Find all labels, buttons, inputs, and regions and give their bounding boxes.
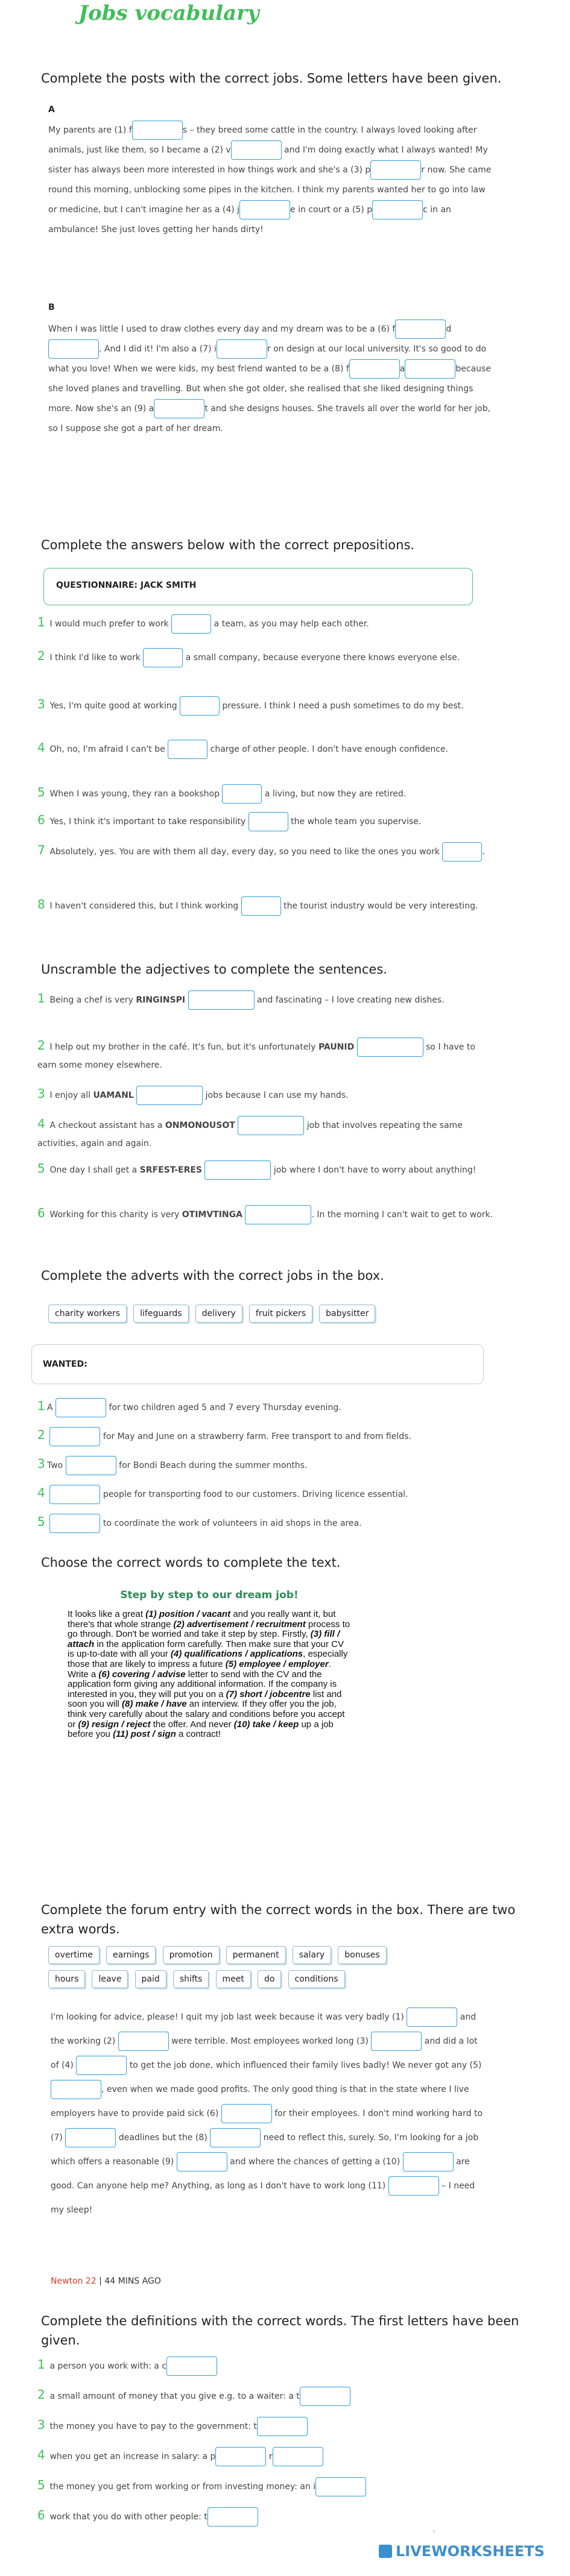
forum-entry <box>51 2005 485 2222</box>
word-tag[interactable]: hours <box>48 1970 85 1988</box>
decorative-dot <box>433 2530 435 2533</box>
item-text-a: the money you have to pay to the government: t <box>49 2422 257 2431</box>
s3-item-2 <box>37 1037 496 1074</box>
forum-t7: for their employees. I don't mind working hard to (7) <box>51 2109 483 2143</box>
s3-item-3 <box>37 1085 496 1105</box>
text-box <box>68 1589 351 1740</box>
answer-blank[interactable] <box>207 2507 258 2527</box>
item-text-a: Being a chef is very <box>49 995 133 1005</box>
text-fragment: process to go through. Don't be worried and take it step by step. Firstly, <box>68 1619 350 1640</box>
forum-t10: and where the chances of getting a (10) <box>230 2157 401 2167</box>
answer-blank[interactable] <box>273 2447 323 2466</box>
answer-blank[interactable] <box>66 1456 116 1475</box>
item-text-a: Absolutely, yes. You are with them all day, every day, so you need to like the ones you work <box>49 847 440 857</box>
s1-b-t5: a <box>399 364 405 374</box>
word-tag[interactable]: leave <box>92 1970 128 1988</box>
answer-blank[interactable] <box>300 2387 350 2406</box>
item-text-b: for two children aged 5 and 7 every Thursday evening. <box>109 1403 341 1412</box>
text-heading: Step by step to our dream job! <box>120 1589 299 1601</box>
s1-a-t5: e in court or a (5) p <box>290 205 373 215</box>
answer-blank[interactable] <box>357 1038 423 1057</box>
answer-6b[interactable] <box>48 339 99 359</box>
s1-a-head: A <box>48 105 55 115</box>
word-tag[interactable]: lifeguards <box>133 1305 188 1323</box>
s2-item-7 <box>37 838 496 864</box>
s1-b-t7: t and she designs houses. She travels all over the world for her job, so I suppose she got a part of her dream. <box>48 404 491 433</box>
word-tag[interactable]: do <box>258 1970 281 1988</box>
item-text-a: Oh, no, I'm afraid I can't be <box>49 745 165 754</box>
item-number: 8 <box>37 897 45 912</box>
s2-item-4 <box>37 739 496 759</box>
item-text-b: . In the morning I can't wait to get to work. <box>311 1210 493 1220</box>
text-fragment: , especially those that are likely to impress a future <box>68 1649 348 1669</box>
answer-blank[interactable] <box>222 784 262 804</box>
s2-item-6 <box>37 811 496 831</box>
answer-blank[interactable] <box>166 2357 217 2376</box>
s7-item-5 <box>37 2477 496 2496</box>
scrambled-word: ONMONOUSOT <box>165 1121 235 1130</box>
word-tag[interactable]: charity workers <box>48 1305 127 1323</box>
post-meta: Newton 22 | 44 MINS AGO <box>51 2276 161 2286</box>
item-text-a: I would much prefer to work <box>49 619 169 629</box>
s7-instruction: Complete the definitions with the correct words. The first letters have been given. <box>41 2314 519 2348</box>
questionnaire-box <box>43 568 473 605</box>
forum-t3: were terrible. Most employees worked long (3) <box>171 2036 369 2046</box>
item-text-b: for Bondi Beach during the summer months. <box>119 1461 308 1470</box>
answer-blank[interactable] <box>188 990 255 1010</box>
answer-blank[interactable] <box>210 2128 261 2147</box>
s2-item-3 <box>37 696 496 716</box>
item-text-a: Two <box>47 1461 63 1470</box>
s7-item-1 <box>37 2356 496 2376</box>
item-text-a: Yes, I'm quite good at working <box>49 701 177 711</box>
text-fragment: an interview. If they offer you the job, think very carefully about the salary and conditions before you accept or <box>68 1699 345 1730</box>
item-text-b: the tourist industry would be very interesting. <box>283 901 478 911</box>
s1-b-text <box>48 320 495 506</box>
answer-blank[interactable] <box>49 1485 100 1504</box>
item-text-a: One day I shall get a <box>49 1165 138 1175</box>
s1-b-t3: . And I did it! I'm also a (7) i <box>99 344 217 354</box>
word-tag[interactable]: salary <box>293 1946 331 1964</box>
item-number: 3 <box>37 697 45 711</box>
answer-1[interactable] <box>132 121 183 140</box>
word-tag[interactable]: conditions <box>288 1970 345 1988</box>
s7-item-3 <box>37 2416 496 2436</box>
wanted-box <box>31 1344 484 1384</box>
choice-option[interactable]: (9) resign / reject <box>78 1719 151 1730</box>
item-text-a: work that you do with other people: t <box>49 2512 207 2522</box>
item-number: 3 <box>37 2417 45 2432</box>
item-text-b: a small company, because everyone there knows everyone else. <box>185 653 460 663</box>
item-text-a: I think I'd like to work <box>49 653 141 663</box>
word-tag[interactable]: meet <box>216 1970 251 1988</box>
item-text-b: a team, as you may help each other. <box>214 619 369 629</box>
answer-7[interactable] <box>217 339 267 359</box>
answer-8a[interactable] <box>349 359 400 379</box>
item-text-a: the money you get from working or from investing money: an i <box>49 2482 316 2492</box>
answer-blank[interactable] <box>118 2032 169 2051</box>
answer-blank[interactable] <box>76 2056 127 2075</box>
item-text-b: to coordinate the work of volunteers in aid shops in the area. <box>103 1519 362 1528</box>
answer-2[interactable] <box>231 140 282 160</box>
s1-b-head: B <box>48 303 55 312</box>
item-number: 1 <box>37 2357 45 2372</box>
item-text-a: a person you work with: a c <box>49 2361 167 2371</box>
item-number: 5 <box>37 785 45 799</box>
answer-3[interactable] <box>370 160 421 180</box>
item-text-b: and fascinating – I love creating new dishes. <box>256 995 445 1005</box>
forum-t12: – I need my sleep! <box>51 2181 475 2215</box>
answer-blank[interactable] <box>168 740 207 759</box>
answer-blank[interactable] <box>136 1086 203 1105</box>
answer-blank[interactable] <box>238 1116 304 1135</box>
wanted-title: WANTED: <box>43 1359 87 1369</box>
forum-t4: and did a lot of (4) <box>51 2036 478 2070</box>
s7-item-4 <box>37 2446 496 2466</box>
item-text-b: a living, but now they are retired. <box>264 789 407 799</box>
text-fragment: list and soon you will <box>68 1689 342 1710</box>
item-number: 4 <box>37 2448 45 2462</box>
s1-b-t6: because she loved planes and travelling. But when she got older, she realised that she liked designing things more. Now she's an (9) a <box>48 364 491 414</box>
item-text-b: the whole team you supervise. <box>291 817 422 827</box>
footer-logo[interactable] <box>379 2543 545 2560</box>
scrambled-word: PAUNID <box>318 1042 355 1052</box>
item-number: 2 <box>37 649 45 663</box>
s1-a-t6: c in an ambulance! She just loves getting her hands dirty! <box>48 205 451 235</box>
text-fragment: . Write a <box>68 1658 331 1680</box>
item-text-a: When I was young, they ran a bookshop <box>49 789 220 799</box>
s3-item-4 <box>37 1115 496 1152</box>
choice-option[interactable]: (10) take / keep <box>233 1719 299 1730</box>
word-tag[interactable]: paid <box>135 1970 166 1988</box>
s4-instruction: Complete the adverts with the correct jobs in the box. <box>41 1268 384 1283</box>
forum-t6: , even when we made good profits. The only good thing is that in the state where I live employers have to provide paid sick (6) <box>51 2085 469 2118</box>
s5-instruction: Choose the correct words to complete the text. <box>41 1555 341 1570</box>
s1-b-t1: When I was little I used to draw clothes every day and my dream was to be a (6) f <box>48 324 396 334</box>
item-text-a: Working for this charity is very <box>49 1210 180 1220</box>
forum-t5: to get the job done, which influenced their family lives badly! We never got any (5) <box>129 2061 482 2070</box>
forum-t8: deadlines but the (8) <box>118 2133 207 2143</box>
text-fragment: It looks like a great <box>68 1609 146 1619</box>
item-text-b: people for transporting food to our customers. Driving licence essential. <box>103 1490 408 1499</box>
choice-option[interactable]: (8) make / have <box>122 1699 187 1710</box>
answer-4[interactable] <box>239 200 290 219</box>
choice-option[interactable]: (11) post / sign <box>113 1729 176 1740</box>
item-number: 4 <box>37 740 45 755</box>
word-tag[interactable]: earnings <box>106 1946 156 1964</box>
item-number: 4 <box>37 1116 45 1131</box>
word-tag[interactable]: promotion <box>163 1946 220 1964</box>
answer-blank[interactable] <box>55 1398 106 1417</box>
item-number: 2 <box>37 1428 45 1442</box>
s4-item-3 <box>37 1455 496 1475</box>
text-fragment: up a job before you <box>68 1719 334 1740</box>
s3-item-5 <box>37 1160 496 1180</box>
word-tag[interactable]: permanent <box>226 1946 286 1964</box>
item-text-b: job that involves repeating the same activities, again and again. <box>37 1121 463 1148</box>
s1-a-t1: My parents are (1) f <box>48 125 132 135</box>
footer-text: LIVEWORKSHEETS <box>396 2543 545 2560</box>
choice-option[interactable]: (4) qualifications / applications <box>170 1649 303 1660</box>
answer-blank[interactable] <box>371 2032 422 2051</box>
s2-item-1 <box>37 614 496 634</box>
item-text-a: Yes, I think it's important to take responsibility <box>49 817 246 827</box>
answer-blank[interactable] <box>257 2417 308 2436</box>
answer-blank[interactable] <box>49 1514 100 1533</box>
item-number: 7 <box>37 843 45 857</box>
s2-instruction: Complete the answers below with the correct prepositions. <box>41 538 415 552</box>
item-number: 4 <box>37 1485 45 1500</box>
s4-item-1 <box>37 1397 496 1417</box>
answer-blank[interactable] <box>403 2152 454 2171</box>
text-fragment: in the application form carefully. Then make sure that your CV is up-to-date with all your <box>68 1639 344 1660</box>
forum-t2: and the working (2) <box>51 2012 477 2046</box>
item-number: 6 <box>37 813 45 827</box>
logo-icon <box>379 2545 392 2558</box>
item-number: 5 <box>37 2478 45 2492</box>
scrambled-word: RINGINSPI <box>136 995 186 1005</box>
text-fragment: a contract! <box>176 1729 221 1740</box>
answer-blank[interactable] <box>51 2080 101 2099</box>
s2-item-2 <box>37 647 496 667</box>
answer-blank[interactable] <box>315 2477 366 2496</box>
answer-blank[interactable] <box>215 2447 266 2466</box>
s7-item-6 <box>37 2507 496 2527</box>
item-text-a: A <box>47 1403 53 1412</box>
s2-item-8 <box>37 892 496 918</box>
text-fragment: letter to send with the CV and the application form giving any additional information. If the company is interested in you, they will put you on a <box>68 1669 337 1699</box>
item-number: 2 <box>37 2387 45 2402</box>
choice-option[interactable]: (2) advertisement / recruitment <box>173 1619 306 1630</box>
answer-blank[interactable] <box>442 842 485 861</box>
item-text-a: a small amount of money that you give e.g. to a waiter: a t <box>49 2392 300 2401</box>
item-number: 3 <box>37 1086 45 1101</box>
item-number: 1 <box>37 991 45 1006</box>
s7-item-2 <box>37 2386 496 2406</box>
item-text-b: for May and June on a strawberry farm. Free transport to and from fields. <box>103 1432 411 1441</box>
answer-blank[interactable] <box>180 696 220 716</box>
answer-5[interactable] <box>372 200 423 219</box>
item-text-b: . <box>482 847 485 857</box>
item-number: 1 <box>37 1399 45 1413</box>
answer-blank[interactable] <box>143 648 183 667</box>
answer-blank[interactable] <box>177 2152 227 2171</box>
s1-a-text <box>48 121 495 295</box>
answer-blank[interactable] <box>65 2128 116 2147</box>
scrambled-word: SRFEST-ERES <box>139 1165 203 1175</box>
s3-item-1 <box>37 990 496 1010</box>
item-number: 6 <box>37 1206 45 1220</box>
word-tag[interactable]: delivery <box>195 1305 242 1323</box>
s1-instruction: Complete the posts with the correct jobs. Some letters have been given. <box>41 71 502 86</box>
answer-blank[interactable] <box>249 812 288 831</box>
s1-b-t2: d <box>446 324 452 334</box>
s6-instruction: Complete the forum entry with the correct words in the box. There are two extra words. <box>41 1903 516 1936</box>
answer-blank[interactable] <box>241 896 281 916</box>
s4-item-5 <box>37 1513 496 1533</box>
item-text-b: job where I don't have to worry about anything! <box>273 1165 477 1175</box>
s4-item-4 <box>37 1484 496 1504</box>
item-text-b: so I have to earn some money elsewhere. <box>37 1042 475 1070</box>
item-number: 6 <box>37 2508 45 2522</box>
item-text-b: charge of other people. I don't have enough confidence. <box>210 745 449 754</box>
text-fragment: the offer. And never <box>150 1719 234 1730</box>
word-tag[interactable]: bonuses <box>338 1946 386 1964</box>
s1-a-t3: and I'm doing exactly what I always wanted! My sister has always been more interested in how things work and she's a (3) p <box>48 145 488 175</box>
forum-t1: I'm looking for advice, please! I quit my job last week because it was very badly (1) <box>51 2012 404 2022</box>
choice-option[interactable]: (6) covering / advise <box>98 1669 186 1680</box>
choice-option[interactable]: (1) position / vacant <box>145 1609 231 1619</box>
text-fragment: and you really want it, but there's that whole strange <box>68 1609 336 1630</box>
word-box-1 <box>48 1946 390 1964</box>
answer-blank[interactable] <box>171 614 211 634</box>
item-text-a: when you get an increase in salary: a p <box>49 2452 216 2461</box>
item-text-mid: r <box>268 2452 273 2461</box>
choice-option[interactable]: (5) employee / employer <box>225 1658 329 1669</box>
item-text-b: pressure. I think I need a push sometimes to do my best. <box>222 701 464 711</box>
s1-a-t4: r now. She came round this morning, unblocking some pipes in the kitchen. I think my parents wanted her to go into law or medicine, but I can't imagine her as a (4) j <box>48 165 492 215</box>
item-text-a: I enjoy all <box>49 1091 91 1100</box>
choice-text <box>68 1610 351 1740</box>
word-tag[interactable]: babysitter <box>319 1305 375 1323</box>
word-tag[interactable]: shifts <box>173 1970 209 1988</box>
forum-t9: need to reflect this, surely. So, I'm looking for a job which offers a reasonable (9) <box>51 2133 479 2167</box>
post-author: Newton 22 <box>51 2276 97 2286</box>
s1-b-t4: r on design at our local university. It's so good to do what you love! When we were kids, my best friend wanted to be a (8) f <box>48 344 487 374</box>
answer-blank[interactable] <box>388 2176 439 2196</box>
page-title: Jobs vocabulary <box>78 1 259 25</box>
answer-8b[interactable] <box>405 359 455 379</box>
word-box <box>48 1305 379 1323</box>
item-number: 2 <box>37 1038 45 1053</box>
s4-item-2 <box>37 1426 496 1446</box>
word-box-2 <box>48 1970 349 1988</box>
choice-option[interactable]: (7) short / jobcentre <box>226 1689 311 1699</box>
item-text-a: I help out my brother in the café. It's fun, but it's unfortunately <box>49 1042 316 1052</box>
answer-blank[interactable] <box>221 2104 272 2123</box>
item-number: 5 <box>37 1161 45 1176</box>
scrambled-word: OTIMVTINGA <box>182 1210 242 1220</box>
scrambled-word: UAMANL <box>93 1091 134 1100</box>
word-tag[interactable]: overtime <box>48 1946 100 1964</box>
s3-instruction: Unscramble the adjectives to complete the sentences. <box>41 962 387 977</box>
word-tag[interactable]: fruit pickers <box>249 1305 312 1323</box>
item-number: 5 <box>37 1514 45 1529</box>
item-text-a: I haven't considered this, but I think working <box>49 901 239 911</box>
choice-option[interactable]: (3) fill / attach <box>68 1629 340 1649</box>
answer-6a[interactable] <box>395 320 446 339</box>
answer-9[interactable] <box>154 399 204 418</box>
item-number: 1 <box>37 615 45 629</box>
forum-t11: are good. Can anyone help me? Anything, as long as I don't have to work long (11) <box>51 2157 470 2191</box>
answer-blank[interactable] <box>49 1427 100 1446</box>
answer-blank[interactable] <box>245 1205 311 1224</box>
s2-item-5 <box>37 784 496 804</box>
s1-a-t2: s – they breed some cattle in the country. I always loved looking after animals, just like them, so I became a (2) v <box>48 125 477 155</box>
questionnaire-title: QUESTIONNAIRE: JACK SMITH <box>56 581 197 590</box>
post-time: 44 MINS AGO <box>104 2276 161 2286</box>
item-text-a: A checkout assistant has a <box>49 1121 163 1130</box>
item-text-b: jobs because I can use my hands. <box>205 1091 349 1100</box>
answer-blank[interactable] <box>407 2008 457 2027</box>
item-number: 3 <box>37 1456 45 1471</box>
answer-blank[interactable] <box>204 1160 271 1180</box>
s3-item-6 <box>37 1205 496 1224</box>
